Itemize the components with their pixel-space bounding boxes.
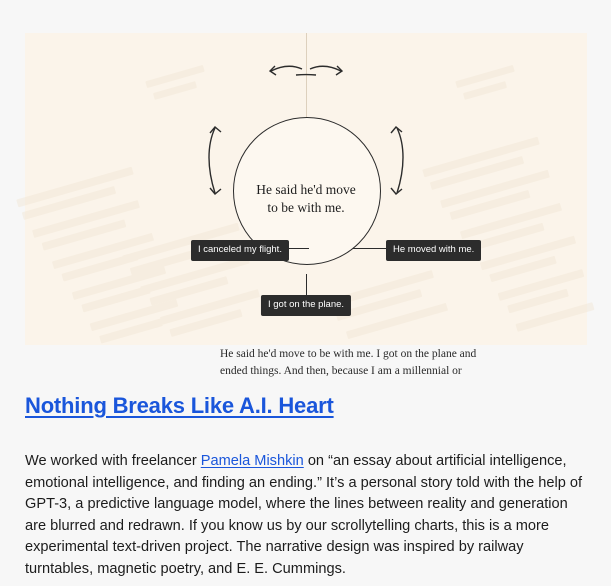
figure-caption <box>220 346 520 380</box>
center-text-line-1: He said he'd move <box>256 182 356 197</box>
label-canceled-flight[interactable]: I canceled my flight. <box>191 240 289 261</box>
figure-caption-line-1: He said he'd move to be with me. I got on the plane and <box>220 348 477 360</box>
turntable-center-text <box>196 181 416 217</box>
figure-card <box>25 33 587 377</box>
article-paragraph <box>25 451 590 580</box>
article-section <box>25 392 590 580</box>
paragraph-text-start: We worked with freelancer <box>25 453 201 469</box>
turntable-diagram <box>25 33 587 377</box>
connector-right <box>353 248 386 249</box>
label-he-moved-with-me[interactable]: He moved with me. <box>386 240 481 261</box>
label-got-on-plane[interactable]: I got on the plane. <box>261 295 351 316</box>
article-headline-link[interactable]: Nothing Breaks Like A.I. Heart <box>25 393 334 418</box>
connector-bottom <box>306 274 307 296</box>
paragraph-text-end: on “an essay about artificial intelligence, emotional intelligence, and finding an ending.” It’s a personal story told with the help of GPT-3, a predictive language model, where the lines between reality and generation are blurred and redrawn. If you know us by our scrollytelling charts, this is a more experimental text-driven project. The narrative design was inspired by railway turntables, magnetic poetry, and E. E. Cummings. <box>25 453 583 577</box>
center-text-line-2: to be with me. <box>267 200 345 215</box>
figure-caption-line-2: ended things. And then, because I am a millennial or <box>220 365 462 377</box>
author-link-pamela-mishkin[interactable]: Pamela Mishkin <box>200 453 304 469</box>
